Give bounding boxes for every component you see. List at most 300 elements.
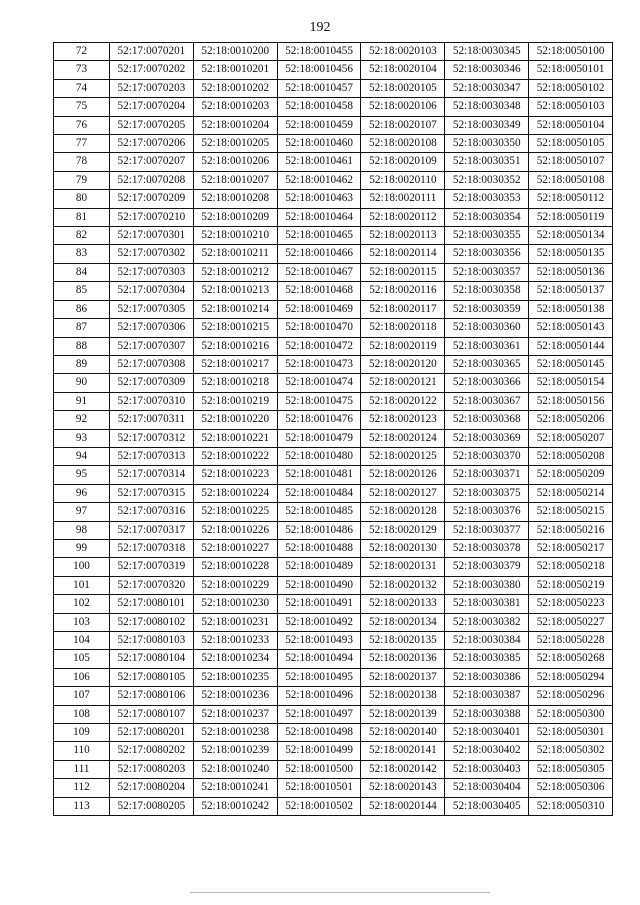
cadastral-number-cell: 52:18:0010485	[277, 503, 361, 521]
cadastral-number-cell: 52:18:0010210	[193, 227, 277, 245]
cadastral-number-cell: 52:18:0010219	[193, 392, 277, 410]
table-row	[54, 116, 613, 134]
cadastral-number-cell: 52:18:0020120	[361, 355, 445, 373]
cadastral-number-cell: 52:18:0010212	[193, 263, 277, 281]
cadastral-number-cell: 52:18:0010464	[277, 208, 361, 226]
cadastral-number-cell: 52:18:0020124	[361, 429, 445, 447]
cadastral-number-cell: 52:17:0070308	[110, 355, 194, 373]
table-row	[54, 429, 613, 447]
row-number-cell: 86	[54, 300, 110, 318]
cadastral-number-cell: 52:18:0050302	[529, 742, 613, 760]
cadastral-number-cell: 52:18:0030387	[445, 687, 529, 705]
cadastral-number-cell: 52:18:0010492	[277, 613, 361, 631]
cadastral-number-cell: 52:17:0070305	[110, 300, 194, 318]
row-number-cell: 97	[54, 503, 110, 521]
cadastral-number-cell: 52:18:0050138	[529, 300, 613, 318]
row-number-cell: 79	[54, 171, 110, 189]
cadastral-number-cell: 52:18:0010475	[277, 392, 361, 410]
table-row	[54, 171, 613, 189]
table-row	[54, 797, 613, 815]
cadastral-number-cell: 52:18:0050268	[529, 650, 613, 668]
cadastral-number-cell: 52:18:0030381	[445, 595, 529, 613]
cadastral-number-cell: 52:18:0030376	[445, 503, 529, 521]
cadastral-number-cell: 52:18:0010474	[277, 374, 361, 392]
cadastral-number-cell: 52:18:0020118	[361, 319, 445, 337]
cadastral-number-cell: 52:18:0030369	[445, 429, 529, 447]
cadastral-number-cell: 52:18:0020126	[361, 466, 445, 484]
cadastral-number-cell: 52:18:0020137	[361, 668, 445, 686]
table-row	[54, 779, 613, 797]
cadastral-number-cell: 52:18:0050218	[529, 558, 613, 576]
cadastral-number-cell: 52:18:0020136	[361, 650, 445, 668]
cadastral-number-cell: 52:18:0030358	[445, 282, 529, 300]
cadastral-number-cell: 52:18:0030371	[445, 466, 529, 484]
table-row	[54, 282, 613, 300]
row-number-cell: 76	[54, 116, 110, 134]
cadastral-number-cell: 52:18:0030350	[445, 135, 529, 153]
cadastral-number-cell: 52:18:0050206	[529, 411, 613, 429]
cadastral-number-cell: 52:17:0070310	[110, 392, 194, 410]
row-number-cell: 101	[54, 576, 110, 594]
table-row	[54, 484, 613, 502]
cadastral-number-cell: 52:18:0030349	[445, 116, 529, 134]
cadastral-number-cell: 52:18:0020107	[361, 116, 445, 134]
row-number-cell: 105	[54, 650, 110, 668]
cadastral-number-cell: 52:18:0050136	[529, 263, 613, 281]
page-bottom-divider	[190, 892, 490, 893]
cadastral-number-cell: 52:18:0010496	[277, 687, 361, 705]
cadastral-number-cell: 52:18:0050143	[529, 319, 613, 337]
row-number-cell: 113	[54, 797, 110, 815]
cadastral-number-cell: 52:18:0010242	[193, 797, 277, 815]
cadastral-number-cell: 52:18:0010226	[193, 521, 277, 539]
cadastral-number-cell: 52:18:0010229	[193, 576, 277, 594]
cadastral-number-cell: 52:18:0020112	[361, 208, 445, 226]
cadastral-number-cell: 52:18:0010488	[277, 539, 361, 557]
cadastral-number-cell: 52:17:0070202	[110, 61, 194, 79]
table-row	[54, 595, 613, 613]
cadastral-number-cell: 52:18:0010211	[193, 245, 277, 263]
cadastral-number-cell: 52:18:0010501	[277, 779, 361, 797]
cadastral-number-cell: 52:18:0010491	[277, 595, 361, 613]
cadastral-number-cell: 52:18:0050215	[529, 503, 613, 521]
cadastral-number-cell: 52:18:0010235	[193, 668, 277, 686]
cadastral-number-cell: 52:18:0010231	[193, 613, 277, 631]
cadastral-number-cell: 52:18:0030401	[445, 724, 529, 742]
table-row	[54, 687, 613, 705]
cadastral-number-cell: 52:18:0050102	[529, 79, 613, 97]
cadastral-number-cell: 52:18:0030386	[445, 668, 529, 686]
cadastral-number-cell: 52:18:0010220	[193, 411, 277, 429]
table-row	[54, 300, 613, 318]
table-row	[54, 466, 613, 484]
cadastral-number-cell: 52:18:0030367	[445, 392, 529, 410]
cadastral-number-cell: 52:18:0020108	[361, 135, 445, 153]
cadastral-number-cell: 52:18:0030405	[445, 797, 529, 815]
table-row	[54, 558, 613, 576]
table-body	[54, 43, 613, 816]
cadastral-number-cell: 52:17:0070307	[110, 337, 194, 355]
cadastral-number-cell: 52:18:0030355	[445, 227, 529, 245]
cadastral-number-cell: 52:17:0070209	[110, 190, 194, 208]
cadastral-number-cell: 52:18:0010239	[193, 742, 277, 760]
cadastral-number-cell: 52:18:0050217	[529, 539, 613, 557]
cadastral-number-cell: 52:18:0050208	[529, 447, 613, 465]
cadastral-number-cell: 52:18:0010479	[277, 429, 361, 447]
cadastral-number-cell: 52:18:0030368	[445, 411, 529, 429]
cadastral-number-cell: 52:18:0050219	[529, 576, 613, 594]
cadastral-number-cell: 52:18:0050107	[529, 153, 613, 171]
cadastral-number-cell: 52:17:0070311	[110, 411, 194, 429]
cadastral-number-cell: 52:18:0020106	[361, 98, 445, 116]
cadastral-number-cell: 52:18:0030356	[445, 245, 529, 263]
cadastral-number-cell: 52:18:0030385	[445, 650, 529, 668]
cadastral-number-cell: 52:18:0010502	[277, 797, 361, 815]
cadastral-number-cell: 52:18:0030375	[445, 484, 529, 502]
cadastral-number-cell: 52:18:0020111	[361, 190, 445, 208]
cadastral-number-cell: 52:18:0030353	[445, 190, 529, 208]
cadastral-number-cell: 52:18:0010470	[277, 319, 361, 337]
cadastral-number-cell: 52:17:0080102	[110, 613, 194, 631]
cadastral-number-cell: 52:18:0030346	[445, 61, 529, 79]
cadastral-number-cell: 52:18:0050145	[529, 355, 613, 373]
cadastral-number-cell: 52:18:0030348	[445, 98, 529, 116]
cadastral-number-cell: 52:17:0080107	[110, 705, 194, 723]
row-number-cell: 72	[54, 43, 110, 61]
cadastral-number-cell: 52:18:0050223	[529, 595, 613, 613]
cadastral-number-cell: 52:18:0020135	[361, 632, 445, 650]
cadastral-number-cell: 52:18:0020143	[361, 779, 445, 797]
row-number-cell: 107	[54, 687, 110, 705]
cadastral-number-cell: 52:18:0050306	[529, 779, 613, 797]
cadastral-number-cell: 52:18:0010241	[193, 779, 277, 797]
table-row	[54, 632, 613, 650]
cadastral-number-cell: 52:18:0020114	[361, 245, 445, 263]
cadastral-number-cell: 52:18:0020103	[361, 43, 445, 61]
cadastral-number-cell: 52:18:0010205	[193, 135, 277, 153]
cadastral-number-cell: 52:18:0020105	[361, 79, 445, 97]
cadastral-number-cell: 52:17:0070304	[110, 282, 194, 300]
row-number-cell: 95	[54, 466, 110, 484]
row-number-cell: 110	[54, 742, 110, 760]
row-number-cell: 75	[54, 98, 110, 116]
cadastral-number-cell: 52:18:0010216	[193, 337, 277, 355]
cadastral-number-cell: 52:18:0010204	[193, 116, 277, 134]
cadastral-number-cell: 52:17:0080105	[110, 668, 194, 686]
cadastral-number-cell: 52:18:0010207	[193, 171, 277, 189]
table-row	[54, 245, 613, 263]
cadastral-number-cell: 52:18:0020142	[361, 760, 445, 778]
table-row	[54, 503, 613, 521]
cadastral-number-cell: 52:17:0070314	[110, 466, 194, 484]
row-number-cell: 90	[54, 374, 110, 392]
cadastral-number-cell: 52:18:0020128	[361, 503, 445, 521]
row-number-cell: 84	[54, 263, 110, 281]
row-number-cell: 108	[54, 705, 110, 723]
table-row	[54, 724, 613, 742]
table-row	[54, 539, 613, 557]
cadastral-number-cell: 52:18:0020123	[361, 411, 445, 429]
cadastral-number-cell: 52:17:0070301	[110, 227, 194, 245]
cadastral-number-cell: 52:18:0050301	[529, 724, 613, 742]
table-row	[54, 337, 613, 355]
cadastral-number-cell: 52:18:0030402	[445, 742, 529, 760]
row-number-cell: 85	[54, 282, 110, 300]
cadastral-number-cell: 52:18:0020127	[361, 484, 445, 502]
row-number-cell: 99	[54, 539, 110, 557]
cadastral-number-cell: 52:18:0020130	[361, 539, 445, 557]
cadastral-number-cell: 52:18:0030361	[445, 337, 529, 355]
cadastral-number-cell: 52:18:0020138	[361, 687, 445, 705]
cadastral-number-cell: 52:18:0010458	[277, 98, 361, 116]
cadastral-number-cell: 52:17:0070207	[110, 153, 194, 171]
cadastral-number-cell: 52:18:0010237	[193, 705, 277, 723]
cadastral-number-cell: 52:18:0030403	[445, 760, 529, 778]
cadastral-number-cell: 52:18:0050227	[529, 613, 613, 631]
cadastral-number-cell: 52:17:0070315	[110, 484, 194, 502]
cadastral-number-cell: 52:18:0010462	[277, 171, 361, 189]
cadastral-number-cell: 52:18:0030388	[445, 705, 529, 723]
cadastral-number-cell: 52:18:0030377	[445, 521, 529, 539]
cadastral-number-cell: 52:18:0010230	[193, 595, 277, 613]
cadastral-number-cell: 52:17:0070303	[110, 263, 194, 281]
table-row	[54, 392, 613, 410]
cadastral-number-cell: 52:18:0020104	[361, 61, 445, 79]
cadastral-number-cell: 52:18:0010457	[277, 79, 361, 97]
row-number-cell: 98	[54, 521, 110, 539]
table-row	[54, 355, 613, 373]
table-row	[54, 411, 613, 429]
cadastral-number-cell: 52:18:0050108	[529, 171, 613, 189]
cadastral-number-cell: 52:18:0050135	[529, 245, 613, 263]
cadastral-number-cell: 52:18:0030357	[445, 263, 529, 281]
cadastral-number-cell: 52:18:0030360	[445, 319, 529, 337]
cadastral-number-cell: 52:18:0020119	[361, 337, 445, 355]
row-number-cell: 93	[54, 429, 110, 447]
cadastral-number-cell: 52:18:0010203	[193, 98, 277, 116]
row-number-cell: 81	[54, 208, 110, 226]
cadastral-number-cell: 52:18:0010228	[193, 558, 277, 576]
cadastral-number-cell: 52:17:0070208	[110, 171, 194, 189]
cadastral-number-cell: 52:18:0050119	[529, 208, 613, 226]
cadastral-number-cell: 52:18:0020117	[361, 300, 445, 318]
table-row	[54, 135, 613, 153]
cadastral-number-cell: 52:18:0010200	[193, 43, 277, 61]
cadastral-number-cell: 52:18:0050100	[529, 43, 613, 61]
cadastral-number-cell: 52:18:0030380	[445, 576, 529, 594]
cadastral-number-cell: 52:18:0010225	[193, 503, 277, 521]
table-row	[54, 208, 613, 226]
cadastral-number-cell: 52:18:0050154	[529, 374, 613, 392]
cadastral-number-cell: 52:18:0030370	[445, 447, 529, 465]
table-row	[54, 61, 613, 79]
cadastral-number-cell: 52:17:0070306	[110, 319, 194, 337]
cadastral-number-cell: 52:18:0020132	[361, 576, 445, 594]
cadastral-number-cell: 52:18:0050156	[529, 392, 613, 410]
cadastral-number-cell: 52:18:0020125	[361, 447, 445, 465]
cadastral-number-cell: 52:17:0070302	[110, 245, 194, 263]
cadastral-number-cell: 52:17:0080101	[110, 595, 194, 613]
cadastral-number-cell: 52:18:0030404	[445, 779, 529, 797]
cadastral-number-cell: 52:18:0010201	[193, 61, 277, 79]
row-number-cell: 103	[54, 613, 110, 631]
cadastral-number-cell: 52:17:0080104	[110, 650, 194, 668]
row-number-cell: 74	[54, 79, 110, 97]
table-row	[54, 43, 613, 61]
cadastral-number-cell: 52:18:0020131	[361, 558, 445, 576]
cadastral-number-cell: 52:18:0030365	[445, 355, 529, 373]
cadastral-number-cell: 52:18:0050104	[529, 116, 613, 134]
table-row	[54, 190, 613, 208]
table-row	[54, 263, 613, 281]
cadastral-number-cell: 52:18:0010500	[277, 760, 361, 778]
cadastral-number-cell: 52:18:0020129	[361, 521, 445, 539]
cadastral-number-cell: 52:18:0010227	[193, 539, 277, 557]
cadastral-number-cell: 52:18:0050214	[529, 484, 613, 502]
cadastral-number-cell: 52:18:0010222	[193, 447, 277, 465]
cadastral-number-cell: 52:18:0050101	[529, 61, 613, 79]
cadastral-number-cell: 52:18:0020121	[361, 374, 445, 392]
cadastral-number-cell: 52:17:0080205	[110, 797, 194, 815]
cadastral-number-cell: 52:18:0050305	[529, 760, 613, 778]
cadastral-number-cell: 52:18:0010460	[277, 135, 361, 153]
table-row	[54, 613, 613, 631]
cadastral-number-cell: 52:18:0010499	[277, 742, 361, 760]
row-number-cell: 94	[54, 447, 110, 465]
row-number-cell: 77	[54, 135, 110, 153]
cadastral-number-cell: 52:18:0010223	[193, 466, 277, 484]
row-number-cell: 112	[54, 779, 110, 797]
cadastral-number-cell: 52:18:0030351	[445, 153, 529, 171]
cadastral-number-cell: 52:18:0050112	[529, 190, 613, 208]
cadastral-number-cell: 52:17:0070319	[110, 558, 194, 576]
cadastral-number-cell: 52:18:0050294	[529, 668, 613, 686]
cadastral-number-cell: 52:18:0010493	[277, 632, 361, 650]
cadastral-number-cell: 52:18:0020115	[361, 263, 445, 281]
cadastral-number-cell: 52:18:0050144	[529, 337, 613, 355]
table-row	[54, 447, 613, 465]
cadastral-number-cell: 52:18:0010456	[277, 61, 361, 79]
cadastral-number-cell: 52:17:0080103	[110, 632, 194, 650]
row-number-cell: 111	[54, 760, 110, 778]
cadastral-numbers-table	[53, 42, 613, 816]
cadastral-number-cell: 52:17:0080202	[110, 742, 194, 760]
table-row	[54, 576, 613, 594]
cadastral-number-cell: 52:18:0010218	[193, 374, 277, 392]
row-number-cell: 96	[54, 484, 110, 502]
cadastral-number-cell: 52:17:0070206	[110, 135, 194, 153]
cadastral-number-cell: 52:18:0030354	[445, 208, 529, 226]
row-number-cell: 87	[54, 319, 110, 337]
cadastral-number-cell: 52:18:0010217	[193, 355, 277, 373]
cadastral-number-cell: 52:18:0010466	[277, 245, 361, 263]
cadastral-number-cell: 52:18:0010495	[277, 668, 361, 686]
cadastral-number-cell: 52:18:0050209	[529, 466, 613, 484]
cadastral-number-cell: 52:18:0030359	[445, 300, 529, 318]
table-row	[54, 79, 613, 97]
cadastral-number-cell: 52:18:0010498	[277, 724, 361, 742]
cadastral-number-cell: 52:18:0020116	[361, 282, 445, 300]
cadastral-number-cell: 52:18:0010240	[193, 760, 277, 778]
row-number-cell: 73	[54, 61, 110, 79]
cadastral-number-cell: 52:18:0010221	[193, 429, 277, 447]
cadastral-number-cell: 52:18:0030347	[445, 79, 529, 97]
cadastral-number-cell: 52:18:0030384	[445, 632, 529, 650]
row-number-cell: 82	[54, 227, 110, 245]
cadastral-number-cell: 52:18:0010481	[277, 466, 361, 484]
row-number-cell: 80	[54, 190, 110, 208]
row-number-cell: 100	[54, 558, 110, 576]
row-number-cell: 104	[54, 632, 110, 650]
cadastral-number-cell: 52:18:0010224	[193, 484, 277, 502]
cadastral-number-cell: 52:18:0010468	[277, 282, 361, 300]
cadastral-number-cell: 52:18:0050216	[529, 521, 613, 539]
cadastral-number-cell: 52:18:0010463	[277, 190, 361, 208]
table-row	[54, 521, 613, 539]
cadastral-number-cell: 52:18:0050207	[529, 429, 613, 447]
cadastral-number-cell: 52:18:0010209	[193, 208, 277, 226]
table-row	[54, 742, 613, 760]
row-number-cell: 106	[54, 668, 110, 686]
cadastral-number-cell: 52:18:0010459	[277, 116, 361, 134]
page-number: 192	[309, 20, 331, 35]
cadastral-number-cell: 52:18:0020110	[361, 171, 445, 189]
cadastral-number-cell: 52:17:0070210	[110, 208, 194, 226]
row-number-cell: 78	[54, 153, 110, 171]
cadastral-number-cell: 52:17:0070320	[110, 576, 194, 594]
cadastral-number-cell: 52:18:0030382	[445, 613, 529, 631]
table-row	[54, 705, 613, 723]
cadastral-number-cell: 52:18:0030345	[445, 43, 529, 61]
cadastral-number-cell: 52:18:0020113	[361, 227, 445, 245]
cadastral-number-cell: 52:18:0010236	[193, 687, 277, 705]
cadastral-number-cell: 52:17:0080106	[110, 687, 194, 705]
table-row	[54, 760, 613, 778]
cadastral-number-cell: 52:17:0070309	[110, 374, 194, 392]
cadastral-number-cell: 52:18:0030366	[445, 374, 529, 392]
cadastral-number-cell: 52:17:0070205	[110, 116, 194, 134]
cadastral-number-cell: 52:18:0020134	[361, 613, 445, 631]
table-row	[54, 374, 613, 392]
cadastral-number-cell: 52:18:0010238	[193, 724, 277, 742]
cadastral-number-cell: 52:18:0010484	[277, 484, 361, 502]
cadastral-number-cell: 52:17:0070201	[110, 43, 194, 61]
cadastral-number-cell: 52:18:0010214	[193, 300, 277, 318]
table-row	[54, 153, 613, 171]
cadastral-number-cell: 52:18:0020144	[361, 797, 445, 815]
cadastral-number-cell: 52:18:0020122	[361, 392, 445, 410]
cadastral-number-cell: 52:17:0070313	[110, 447, 194, 465]
cadastral-number-cell: 52:17:0080201	[110, 724, 194, 742]
cadastral-number-cell: 52:18:0050310	[529, 797, 613, 815]
cadastral-number-cell: 52:18:0010486	[277, 521, 361, 539]
row-number-cell: 92	[54, 411, 110, 429]
table-row	[54, 668, 613, 686]
cadastral-number-cell: 52:18:0050137	[529, 282, 613, 300]
cadastral-number-cell: 52:18:0010489	[277, 558, 361, 576]
cadastral-number-cell: 52:18:0010213	[193, 282, 277, 300]
row-number-cell: 83	[54, 245, 110, 263]
row-number-cell: 91	[54, 392, 110, 410]
cadastral-number-cell: 52:18:0010473	[277, 355, 361, 373]
cadastral-number-cell: 52:18:0020141	[361, 742, 445, 760]
cadastral-number-cell: 52:18:0010461	[277, 153, 361, 171]
cadastral-number-cell: 52:18:0010202	[193, 79, 277, 97]
cadastral-number-cell: 52:18:0020133	[361, 595, 445, 613]
cadastral-number-cell: 52:18:0050134	[529, 227, 613, 245]
cadastral-number-cell: 52:17:0080204	[110, 779, 194, 797]
cadastral-number-cell: 52:17:0070204	[110, 98, 194, 116]
